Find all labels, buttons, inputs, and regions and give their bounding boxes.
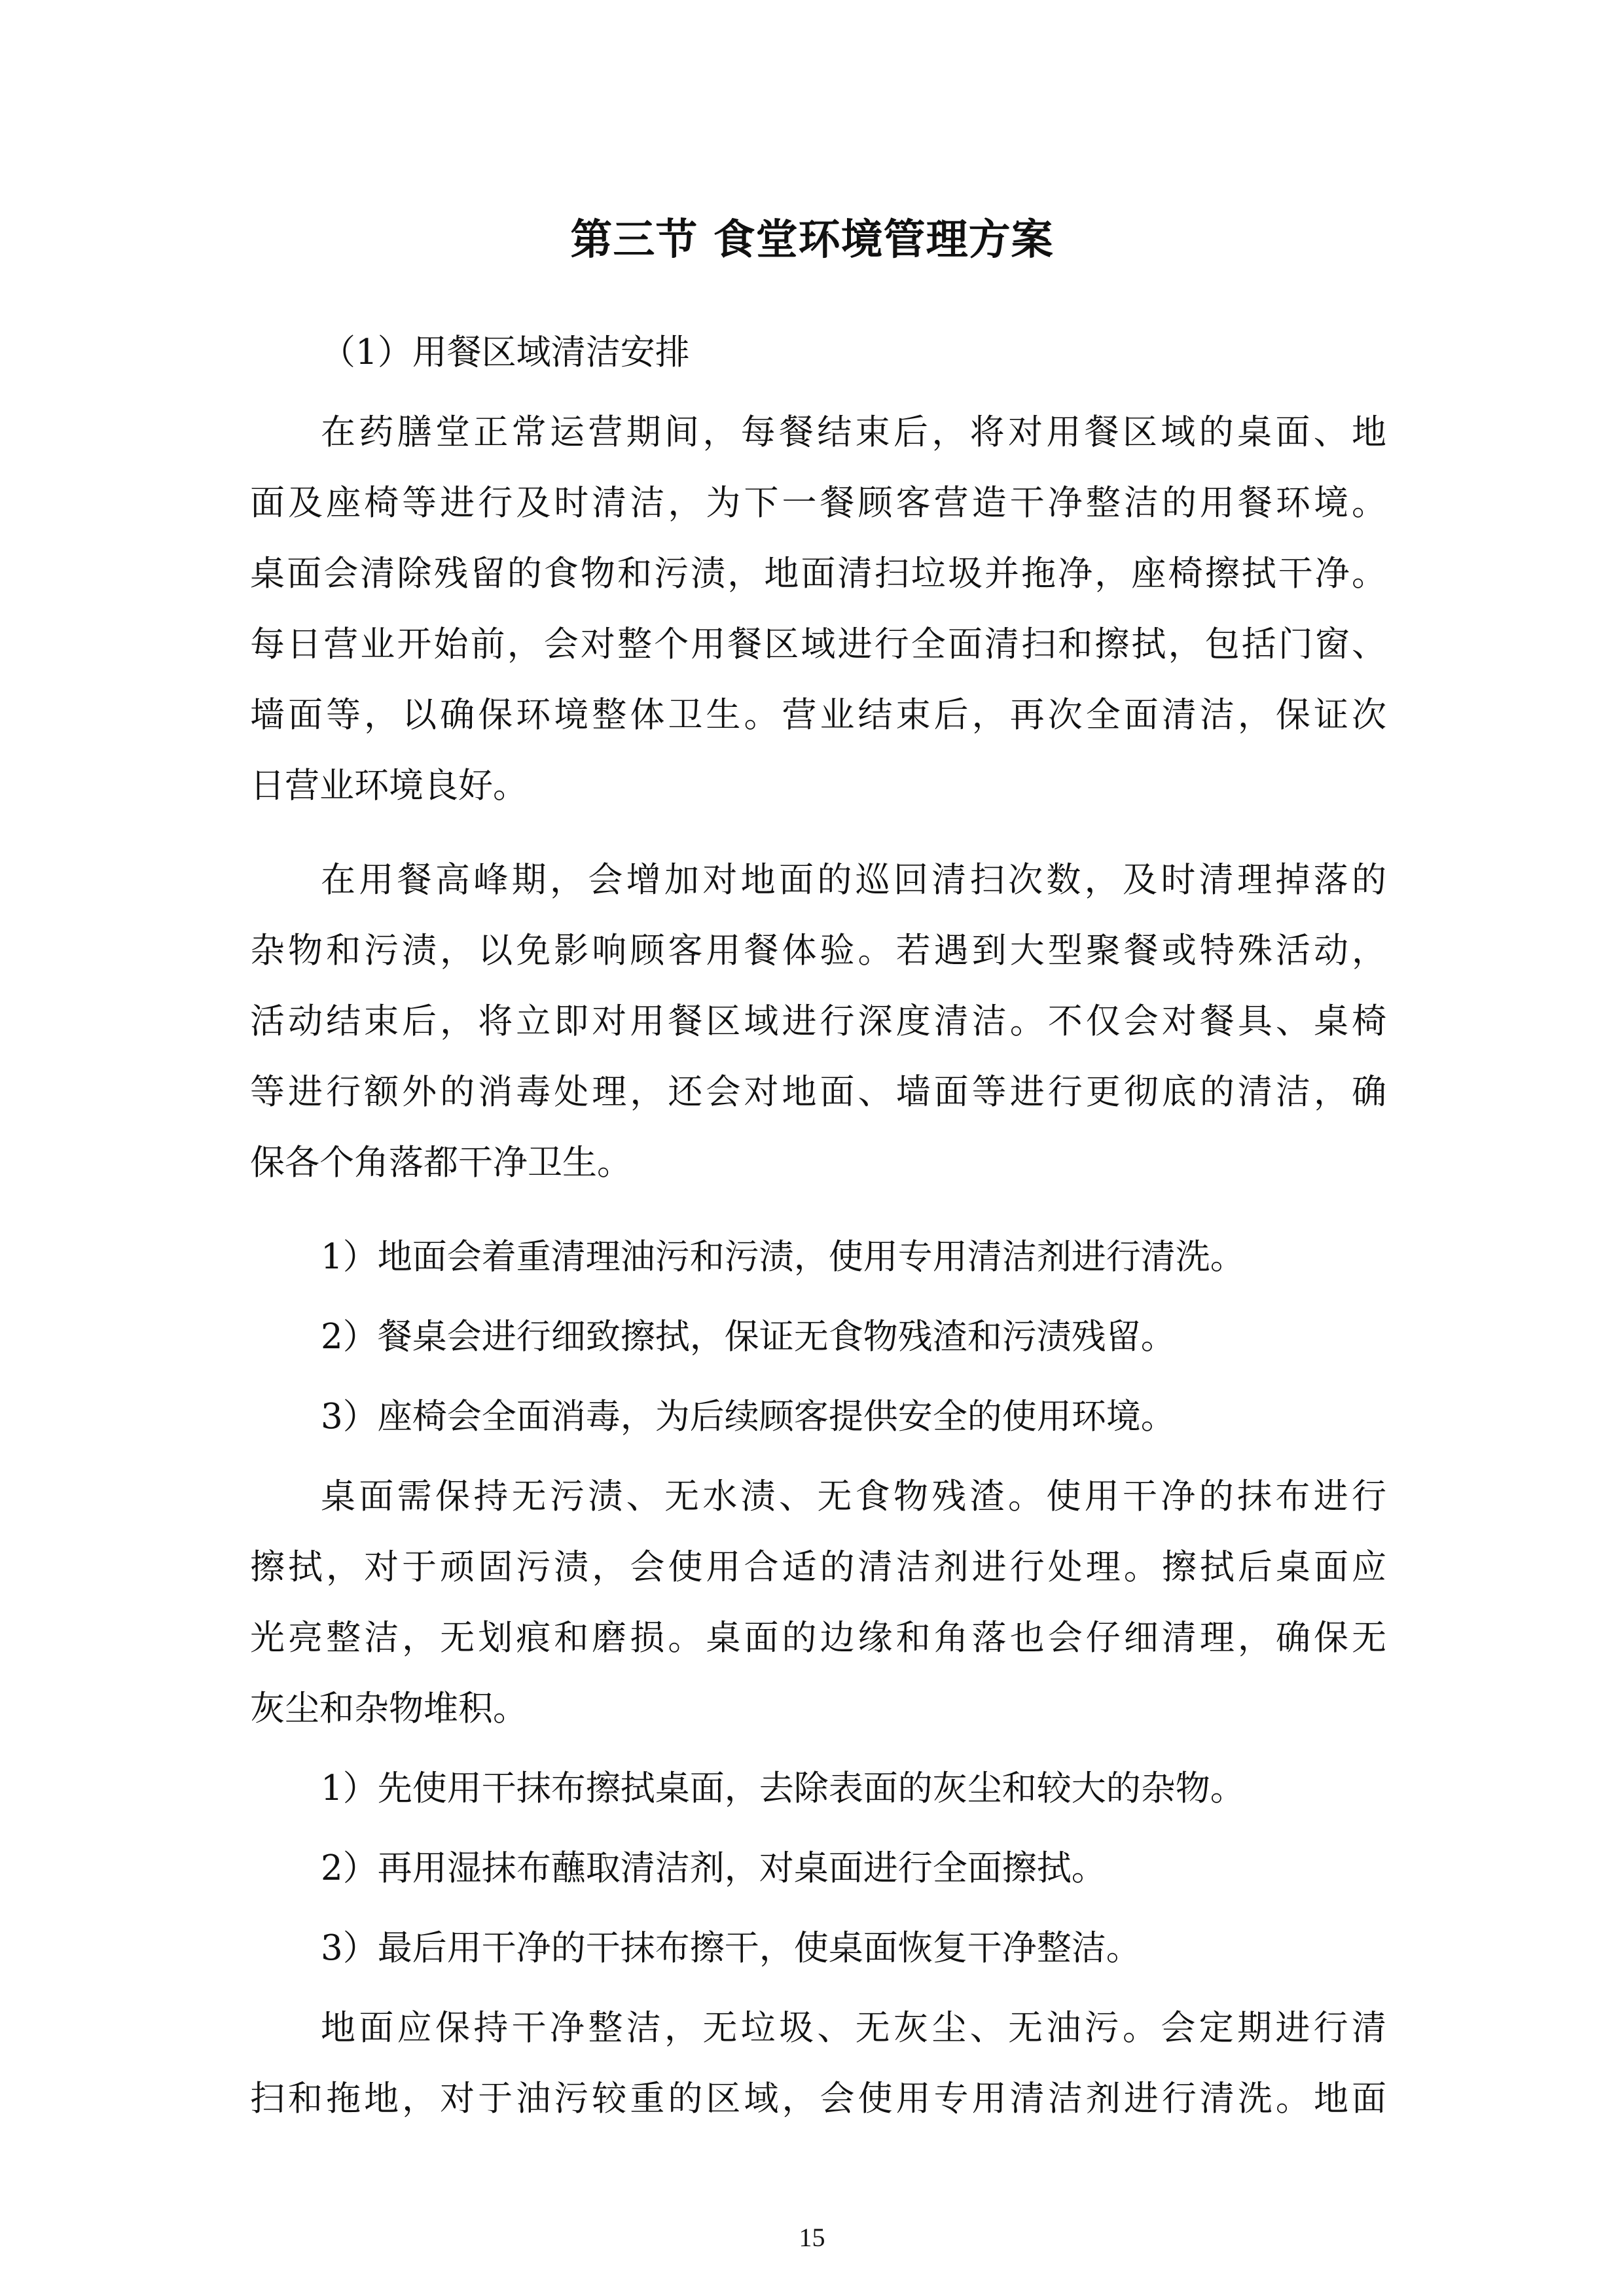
text-line: 面及座椅等进行及时清洁，为下一餐顾客营造干净整洁的用餐环境。 [250, 483, 1386, 523]
text-line: 光亮整洁，无划痕和磨损。桌面的边缘和角落也会仔细清理，确保无 [250, 1618, 1386, 1658]
paragraph [250, 845, 1386, 1198]
text-line: 活动结束后，将立即对用餐区域进行深度清洁。不仅会对餐具、桌椅 [250, 1001, 1386, 1041]
text-line: 桌面需保持无污渍、无水渍、无食物残渣。使用干净的抹布进行 [321, 1477, 1386, 1516]
text-line: 桌面会清除残留的食物和污渍，地面清扫垃圾并拖净，座椅擦拭干净。 [250, 554, 1386, 594]
text-line: 2）餐桌会进行细致擦拭，保证无食物残渣和污渍残留。 [321, 1317, 1176, 1357]
text-line: 在药膳堂正常运营期间，每餐结束后，将对用餐区域的桌面、地 [321, 412, 1386, 452]
paragraph [250, 1993, 1386, 2134]
paragraph [250, 397, 1386, 821]
text-line: 3）最后用干净的干抹布擦干，使桌面恢复干净整洁。 [321, 1928, 1141, 1968]
list-item [250, 1833, 1386, 1904]
text-line: 杂物和污渍，以免影响顾客用餐体验。若遇到大型聚餐或特殊活动， [250, 931, 1386, 971]
text-line: 墙面等，以确保环境整体卫生。营业结束后，再次全面清洁，保证次 [250, 695, 1386, 735]
list-item [250, 1382, 1386, 1452]
text-line: 等进行额外的消毒处理，还会对地面、墙面等进行更彻底的清洁，确 [250, 1072, 1386, 1112]
text-line: 每日营业开始前，会对整个用餐区域进行全面清扫和擦拭，包括门窗、 [250, 624, 1386, 664]
subsection-heading [250, 317, 1386, 388]
list-item [250, 1302, 1386, 1372]
text-line: 1）地面会着重清理油污和污渍，使用专用清洁剂进行清洗。 [321, 1237, 1245, 1277]
list-item [250, 1753, 1386, 1824]
document-body [250, 317, 1386, 2144]
text-line: 地面应保持干净整洁，无垃圾、无灰尘、无油污。会定期进行清 [321, 2008, 1386, 2048]
paragraph [250, 1462, 1386, 1744]
page-number: 15 [799, 2223, 825, 2252]
text-line: 灰尘和杂物堆积。 [250, 1689, 528, 1729]
text-line: 3）座椅会全面消毒，为后续顾客提供安全的使用环境。 [321, 1397, 1176, 1437]
text-line: 擦拭，对于顽固污渍，会使用合适的清洁剂进行处理。擦拭后桌面应 [250, 1547, 1386, 1587]
list-item [250, 1222, 1386, 1293]
text-line: 扫和拖地，对于油污较重的区域，会使用专用清洁剂进行清洗。地面 [250, 2079, 1386, 2119]
text-line: 保各个角落都干净卫生。 [250, 1143, 632, 1183]
text-line: （1）用餐区域清洁安排 [321, 332, 690, 372]
text-line: 1）先使用干抹布擦拭桌面，去除表面的灰尘和较大的杂物。 [321, 1768, 1245, 1808]
text-line: 日营业环境良好。 [250, 766, 528, 806]
text-line: 2）再用湿抹布蘸取清洁剂，对桌面进行全面擦拭。 [321, 1848, 1106, 1888]
list-item [250, 1913, 1386, 1984]
text-line: 在用餐高峰期，会增加对地面的巡回清扫次数，及时清理掉落的 [321, 860, 1386, 900]
section-title: 第三节 食堂环境管理方案 [570, 215, 1054, 264]
